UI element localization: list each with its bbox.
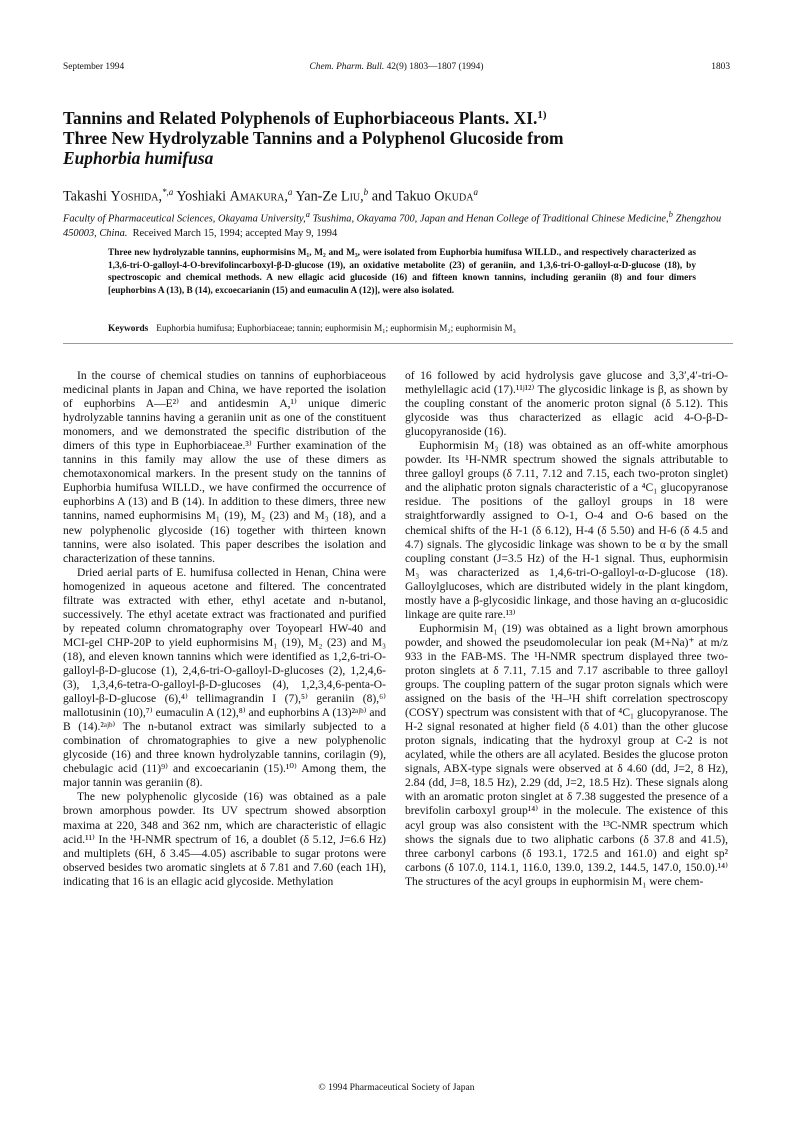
- affiliation-mark: a: [305, 209, 310, 219]
- affiliation-text: Faculty of Pharmaceutical Sciences, Okayama University,: [63, 213, 306, 225]
- issue-date: September 1994: [63, 62, 125, 72]
- title-line-1: Tannins and Related Polyphenols of Euphorbiaceous Plants. XI.: [63, 108, 538, 128]
- copyright-notice: © 1994 Pharmaceutical Society of Japan: [318, 1082, 475, 1093]
- received-dates: Received March 15, 1994; accepted May 9, 1994: [132, 227, 338, 239]
- journal-citation: [63, 62, 730, 72]
- author-first-name: Takashi: [63, 188, 111, 205]
- paragraph: of 16 followed by acid hydrolysis gave glucose and 3,3′,4′-tri-O-methylellagic acid (17).¹¹ʲ¹²⁾ The glycosidic linkage is β, as shown by the coupling constant of the anomeric proton signal (δ 5.12). This glycoside was thus characterized as ellagic acid 4-O-β-D-glucopyranoside (16).: [405, 370, 728, 439]
- paragraph: The new polyphenolic glycoside (16) was obtained as a pale brown amorphous powder. Its UV spectrum showed absorption maxima at 220, 348 and 362 nm, which are characteristic of ellagic acid.¹¹⁾ In the ¹H-NMR spectrum of 16, a doublet (δ 5.12, J=6.6 Hz) and multiplets (6H, δ 3.45—4.05) ascribable to sugar protons were observed besides two aromatic singlets at δ 7.81 and 7.60 (each 1H), indicating that 16 is an ellagic acid glycoside. Methylation: [63, 791, 386, 888]
- author-separator: ,: [284, 188, 288, 205]
- author-mark: a: [473, 187, 478, 197]
- body-column-right: [405, 369, 728, 889]
- affiliation-text: Zhengzhou 450003, China.: [63, 213, 722, 239]
- author-first-name: and Takuo: [368, 188, 435, 205]
- running-header: [63, 62, 730, 76]
- paragraph: Dried aerial parts of E. humifusa collected in Henan, China were homogenized in aqueous acetone and filtered. The concentrated filtrate was extracted with ether, ethyl acetate and n-butanol, successively. The ethyl acetate extract was fractionated and purified by repeated column chromatography over Toyopearl HW-40 and MCI-gel CHP-20P to yield euphormisins M₁ (19), M₂ (23) and M₃ (18), and eleven known tannins which were identified as 1,2,6-tri-O-galloyl-β-D-glucose (1), 2,4,6-tri-O-galloyl-D-glucoses (2), 1,2,4,6- (3), 1,3,4,6-tetra-O-galloyl-β-D-glucoses (4), 1,2,3,4,6-penta-O-galloyl-β-D-glucose (6),⁴⁾ tellimagrandin I (7),⁵⁾ geraniin (8),⁶⁾ mallotusinin (10),⁷⁾ eumaculin A (12),⁸⁾ and euphorbins A (13)²ᵃʲᵇ⁾ and B (14).²ᵃʲᵇ⁾ The n-butanol extract was similarly subjected to a combination of chromatographies to give a new polyphenolic glycoside (16) and three known hydrolyzable tannins, corilagin (9), chebulagic acid (11)⁹⁾ and excoecarianin (15).¹⁰⁾ Among them, the major tannin was geraniin (8).: [63, 566, 386, 790]
- author-surname: Okuda: [434, 188, 474, 205]
- affiliation-text: Tsushima, Okayama 700, Japan and Henan College of Traditional Chinese Medicine,: [310, 213, 669, 225]
- author-list: [63, 183, 733, 206]
- title-line-2: Three New Hydrolyzable Tannins and a Polyphenol Glucoside from: [63, 127, 564, 148]
- body-column-left: [63, 369, 386, 889]
- volume-info: 42(9) 1803—1807 (1994): [386, 62, 484, 72]
- section-divider: [63, 343, 733, 344]
- page-number: 1803: [711, 62, 730, 72]
- author-mark: *,a: [162, 187, 174, 197]
- paragraph: In the course of chemical studies on tannins of euphorbiaceous medicinal plants in Japan and China, we have reported the isolation of euphorbins A—E²⁾ and antidesmin A,¹⁾ unique dimeric hydrolyzable tannins having a geraniin unit as one of the constituent monomers, and we demonstrated the specific distribution of the dimers of this type in Euphorbiaceae.³⁾ Further examination of the tannins in this family may allow the use of these dimers as chemotaxonomical markers. In the present study on the tannins of Euphorbia humifusa WILLD., we have confirmed the occurrence of euphorbins A (13) and B (14). In addition to these dimers, three new tannins, named euphormisins M₁ (19), M₂ (23) and M₃ (18), and a new polyphenolic glycoside (16) together with thirteen known tannins, were also isolated. This paper describes the isolation and characterization of these tannins.: [63, 370, 386, 565]
- paragraph: Euphormisin M₃ (18) was obtained as an off-white amorphous powder. Its ¹H-NMR spectrum showed the signals attributable to three galloyl groups (δ 7.11, 7.12 and 7.15, each two-proton singlet) and the aliphatic proton signals characteristic of a ⁴C₁ glucopyranose residue. The positions of the galloyl groups in 18 were straightforwardly assigned to O-1, O-4 and O-6 based on the chemical shifts of the H-1 (δ 6.12), H-4 (δ 5.50) and H-6 (δ 4.5 and 4.7) signals. The glycosidic linkage was shown to be α by the small coupling constant (J=3.5 Hz) of the H-1 signal. Thus, euphormisin M₃ was characterized as 1,4,6-tri-O-galloyl-α-D-glucose (18). Galloylglucoses, which are distributed widely in the plant kingdom, mostly have a β-glycosidic linkage, and those having an α-glucosidic linkage are quite rare.¹³⁾: [405, 440, 728, 621]
- keywords: [108, 323, 728, 335]
- author-separator: ,: [158, 188, 163, 205]
- title-reference: 1): [537, 109, 547, 121]
- keywords-text: Euphorbia humifusa; Euphorbiaceae; tannin; euphormisin M₁; euphormisin M₂; euphormisin M₃: [156, 324, 516, 334]
- author-first-name: Yan-Ze: [292, 188, 341, 205]
- author-mark: a: [287, 187, 293, 197]
- author-surname: Liu: [340, 188, 361, 205]
- author-separator: ,: [360, 188, 364, 205]
- author-surname: Amakura: [229, 188, 285, 205]
- affiliation-mark: b: [668, 209, 673, 219]
- author-surname: Yoshida: [110, 188, 159, 205]
- journal-name: Chem. Pharm. Bull.: [309, 62, 385, 72]
- author-first-name: Yoshiaki: [173, 188, 230, 205]
- abstract: Three new hydrolyzable tannins, euphormisins M₁, M₂ and M₃, were isolated from Euphorbia humifusa WILLD., and respectively characterized as 1,3,6-tri-O-galloyl-4-O-brevifolincarboxyl-β-D-glucose (19), an oxidative metabolite (23) of geraniin, and 1,3,6-tri-O-galloyl-α-D-glucose (18), by spectroscopic and chemical methods. A new ellagic acid glucoside (16) and fifteen known tannins, including geraniin (8) and four dimers [euphorbins A (13), B (14), excoecarianin (15) and eumaculin A (12)], were also isolated.: [108, 248, 696, 296]
- paragraph: Euphormisin M₁ (19) was obtained as a light brown amorphous powder, and showed the pseudomolecular ion peak (M+Na)⁺ at m/z 933 in the FAB-MS. The ¹H-NMR spectrum displayed three two-proton singlets at δ 7.11, 7.15 and 7.17 ascribable to three galloyl groups. The coupling pattern of the sugar proton signals which were assigned on the basis of the ¹H–¹H shift correlation spectroscopy (COSY) spectrum was consistent with that of ⁴C₁ glucopyranose. The H-2 signal resonated at higher field (δ 4.01) than the other glucose proton signals, indicating that the hydroxyl group at C-2 is not acylated, while the others are all acylated. Besides the glucose proton signals, ABX-type signals were observed at δ 4.60 (dd, J=2, 8 Hz), 2.84 (dd, J=8, 18.5 Hz), 2.29 (dd, J=2, 18.5 Hz). These signals along with an aromatic proton singlet at δ 7.38 suggested the presence of a brevifolin carboxyl group¹⁴⁾ in the molecule. The existence of this acyl group was also consistent with the ¹³C-NMR spectrum which shows the signals due to two aliphatic carbons (δ 37.8 and 41.5), three carbonyl carbons (δ 193.1, 172.5 and 161.0) and eight sp² carbons (δ 107.0, 114.1, 116.0, 139.0, 139.2, 144.5, 147.0, 150.0).¹⁴⁾ The structures of the acyl groups in euphormisin M₁ were chem-: [405, 622, 728, 888]
- affiliation: [63, 207, 733, 241]
- author-mark: b: [363, 187, 369, 197]
- keywords-label: Keywords: [108, 324, 149, 334]
- article-title: [63, 106, 733, 168]
- title-line-3: Euphorbia humifusa: [63, 147, 214, 168]
